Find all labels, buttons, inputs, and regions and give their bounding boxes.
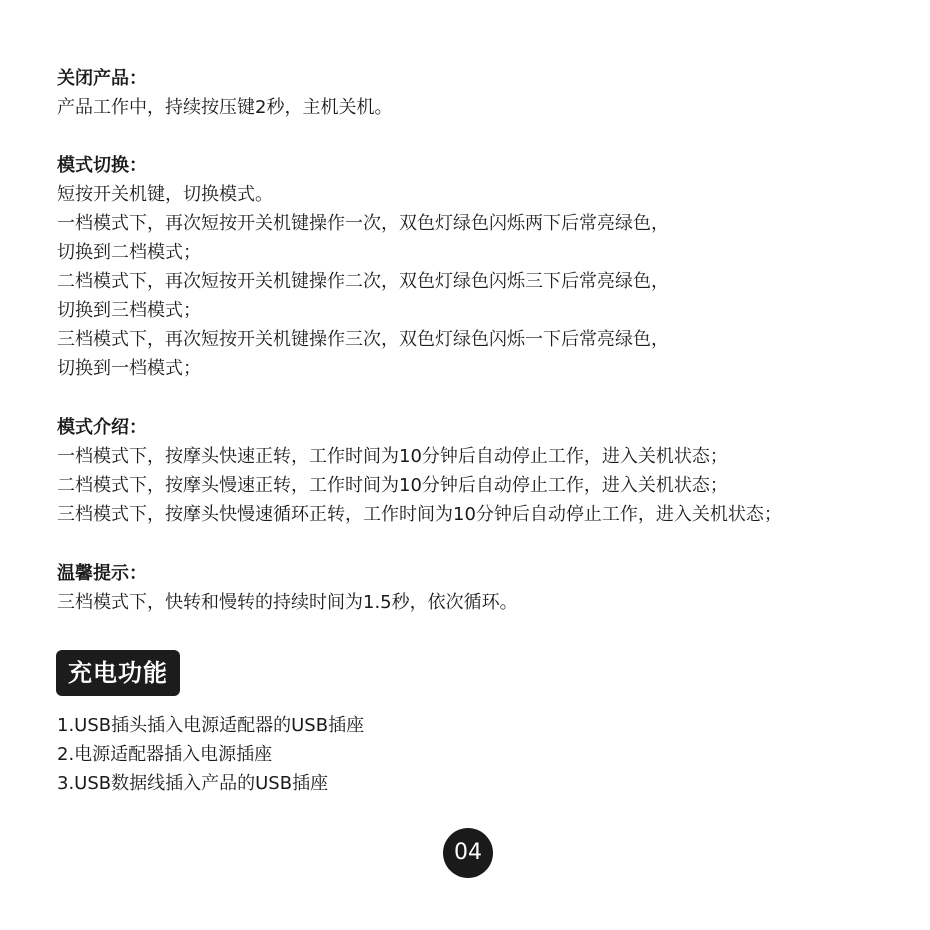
section-heading: 模式介绍： — [57, 417, 147, 438]
instruction-line: 二档模式下，按摩头慢速正转，工作时间为10分钟后自动停止工作，进入关机状态； — [57, 475, 728, 496]
instruction-line: 产品工作中，持续按压键2秒，主机关机。 — [57, 97, 393, 118]
section-mode-switch — [57, 151, 887, 383]
charging-step: 3.USB数据线插入产品的USB插座 — [57, 773, 329, 794]
charging-title-badge: 充电功能 — [56, 650, 180, 696]
instruction-line: 三档模式下，快转和慢转的持续时间为1.5秒，依次循环。 — [57, 592, 518, 613]
section-mode-intro — [57, 413, 887, 529]
instruction-line: 二档模式下，再次短按开关机键操作二次，双色灯绿色闪烁三下后常亮绿色， — [57, 271, 669, 292]
section-heading: 温馨提示： — [57, 563, 147, 584]
section-close-product — [57, 64, 887, 122]
instruction-line: 短按开关机键，切换模式。 — [57, 184, 273, 205]
charging-step: 1.USB插头插入电源适配器的USB插座 — [57, 715, 365, 736]
instruction-line: 三档模式下，按摩头快慢速循环正转，工作时间为10分钟后自动停止工作，进入关机状态； — [57, 504, 782, 525]
page-number-badge: 04 — [443, 828, 493, 878]
instruction-line: 一档模式下，再次短按开关机键操作一次，双色灯绿色闪烁两下后常亮绿色， — [57, 213, 669, 234]
section-heading: 模式切换： — [57, 155, 147, 176]
instruction-line: 切换到三档模式； — [57, 300, 201, 321]
instruction-line: 切换到二档模式； — [57, 242, 201, 263]
section-heading: 关闭产品： — [57, 68, 147, 89]
instruction-line: 切换到一档模式； — [57, 358, 201, 379]
instruction-line: 三档模式下，再次短按开关机键操作三次，双色灯绿色闪烁一下后常亮绿色， — [57, 329, 669, 350]
charging-step: 2.电源适配器插入电源插座 — [57, 744, 273, 765]
instruction-line: 一档模式下，按摩头快速正转，工作时间为10分钟后自动停止工作，进入关机状态； — [57, 446, 728, 467]
section-tips — [57, 559, 887, 617]
charging-steps — [57, 711, 887, 798]
